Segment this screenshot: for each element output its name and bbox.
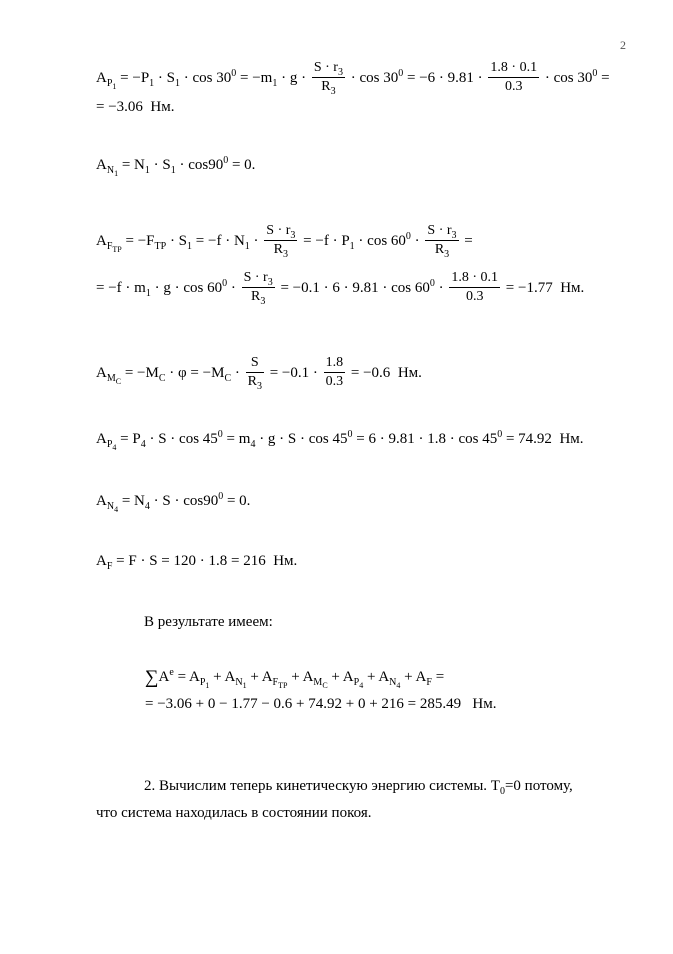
units-label: Нм. bbox=[560, 279, 585, 296]
units-label: Нм. bbox=[472, 696, 497, 712]
paragraph-text: =0 потому, bbox=[504, 778, 573, 794]
equation-work-friction: $A_{F_{TP}} = -F_{TP} \cdot S_1 = -f \cdot N_1$ · $\frac{S \cdot r_3}{R_3}$ = $-f \cdot P_1 \cdot \cos 60^0$ · $\frac{S \cdot r_3}{R_3}$ = bbox=[96, 223, 473, 260]
equation-work-n1: $A_{N_1} = N_1 \cdot S_1 \cdot \cos 90^0 = 0$. bbox=[96, 155, 256, 178]
paragraph-subscript: 0 bbox=[499, 786, 505, 797]
equation-work-p1: $A_{P_1} = -P_1 \cdot S_1 \cdot \cos 30^0 = -m_1 \cdot g$ · $\frac{S \cdot r_3}{R_3}$ · $\cos 30^0 = -6 \cdot 9.81$ · $\frac{1.8 \cdot 0.1}{0.3}$ · $\cos 30^0$ = bbox=[96, 60, 610, 97]
paragraph-line-1 bbox=[96, 778, 628, 797]
page-number: 2 bbox=[620, 38, 626, 52]
units-label: Нм. bbox=[273, 553, 298, 569]
paragraph-line-2: что система находилась в состоянии покоя. bbox=[96, 805, 372, 821]
units-label: Нм. bbox=[150, 99, 175, 115]
equation-work-f: $A_F = F \cdot S = 120 \cdot 1.8 = 216$ Нм. bbox=[96, 553, 298, 572]
units-label: Нм. bbox=[397, 364, 422, 381]
equation-work-p1-result: = −3.06 Нм. bbox=[96, 99, 175, 115]
equation-work-p4: $A_{P_4} = P_4 \cdot S \cdot \cos 45^0 = m_4 \cdot g \cdot S \cdot \cos 45^0 = 6 \cdot 9.81 \cdot 1.8 \cdot \cos 45^0 = 74.92$ Нм. bbox=[96, 429, 584, 452]
equation-sum-result: = −3.06 + 0 − 1.77 − 0.6 + 74.92 + 0 + 216 = 285.49 Нм. bbox=[145, 696, 497, 712]
equation-sum: $\sum A^e = A_{P_1} + A_{N_1} + A_{F_{TP}} + A_{M_C} + A_{P_4} + A_{N_4} + A_F$ = bbox=[145, 667, 445, 690]
equation-work-n4: $A_{N_4} = N_4 \cdot S \cdot \cos 90^0 = 0$. bbox=[96, 491, 251, 514]
result-intro: В результате имеем: bbox=[144, 614, 273, 630]
units-label: Нм. bbox=[559, 431, 584, 447]
equation-work-moment: $A_{M_C} = -M_C \cdot \varphi = -M_C$ · $\frac{S}{R_3}$ = −0.1 · $\frac{1.8}{0.3}$ = −0.6 Нм. bbox=[96, 355, 422, 392]
equation-work-friction-result: = $-f \cdot m_1 \cdot g \cdot \cos 60^0$ · $\frac{S \cdot r_3}{R_3}$ = $-0.1 \cdot 6 \cdot 9.81 \cdot \cos 60^0$ · $\frac{1.8 \cdot 0.1}{0.3}$ = −1.77 Нм. bbox=[96, 270, 585, 307]
paragraph-text: 2. Вычислим теперь кинетическую энергию системы. T bbox=[144, 778, 500, 794]
